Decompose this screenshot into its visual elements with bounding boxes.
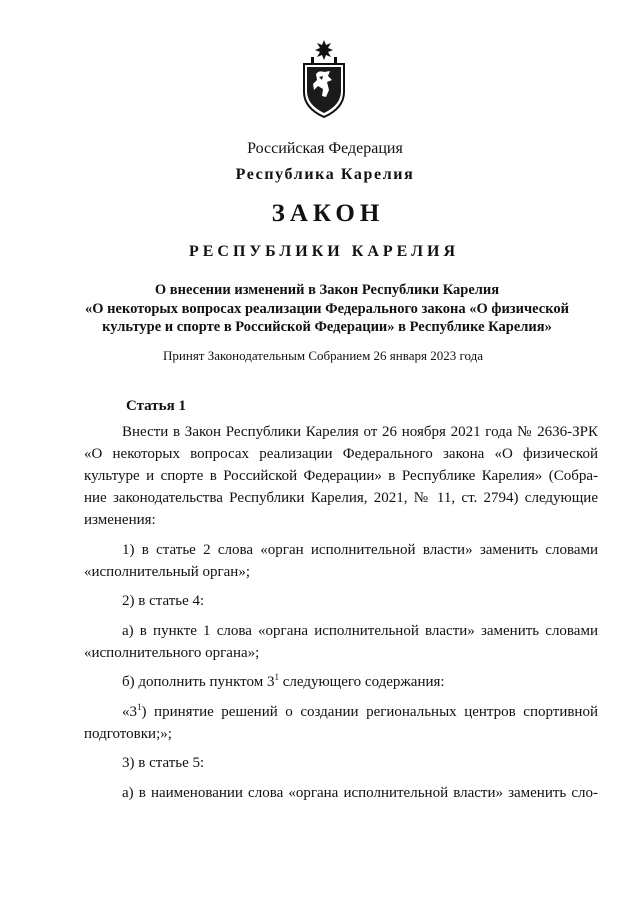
paragraph-line: 3) в статье 5: — [122, 755, 205, 771]
paragraph-line: «О некоторых вопросах реализации Федерального закона «О физической — [84, 446, 598, 462]
paragraph-line: ние законодательства Республики Карелия, 2021, № 11, ст. 2794) следующие — [84, 490, 598, 506]
paragraph-line: а) в наименовании слова «органа исполнительной власти» заменить сло- — [122, 784, 598, 801]
paragraph-line: подготовки;»; — [84, 725, 172, 742]
paragraph-line: а) в пункте 1 слова «органа исполнительной власти» заменить словами — [122, 622, 598, 639]
paragraph-line: Внести в Закон Республики Карелия от 26 ноября 2021 года № 2636-ЗРК — [122, 424, 598, 440]
document-issuer: РЕСПУБЛИКИ КАРЕЛИЯ — [188, 243, 460, 260]
karelia-coat-of-arms-icon — [300, 40, 348, 118]
law-title-line: «О некоторых вопросах реализации Федерального закона «О физической — [85, 300, 569, 317]
paragraph-line: «исполнительного органа»; — [84, 644, 260, 661]
country-name: Российская Федерация — [247, 140, 403, 157]
article-heading: Статья 1 — [126, 398, 186, 414]
text-span: б) дополнить пунктом 3 — [122, 674, 275, 690]
law-title-line: культуре и спорте в Российской Федерации» в Республике Карелия» — [102, 319, 552, 335]
text-span: «3 — [122, 703, 137, 720]
superscript: 1 — [137, 701, 142, 712]
law-title-line: О внесении изменений в Закон Республики Карелия — [154, 282, 500, 298]
paragraph-line — [84, 701, 598, 723]
superscript: 1 — [274, 672, 279, 682]
law-title — [0, 281, 640, 337]
adoption-note: Принят Законодательным Собранием 26 января 2023 года — [163, 348, 483, 363]
paragraph-line — [84, 671, 598, 693]
paragraph-line: 1) в статье 2 слова «орган исполнительной власти» заменить словами — [122, 541, 598, 558]
paragraph-line: изменения: — [84, 512, 156, 528]
paragraph-line: культуре и спорте в Российской Федерации» в Республике Карелия» (Собра- — [84, 468, 598, 484]
article-body — [84, 421, 598, 804]
document-type: ЗАКОН — [271, 200, 385, 227]
text-span: ) принятие решений о создании региональных центров спортивной — [141, 703, 598, 720]
paragraph-line: «исполнительный орган»; — [84, 563, 250, 580]
text-span: следующего содержания: — [278, 674, 445, 690]
republic-name: Республика Карелия — [235, 166, 415, 183]
paragraph-line: 2) в статье 4: — [122, 593, 205, 609]
